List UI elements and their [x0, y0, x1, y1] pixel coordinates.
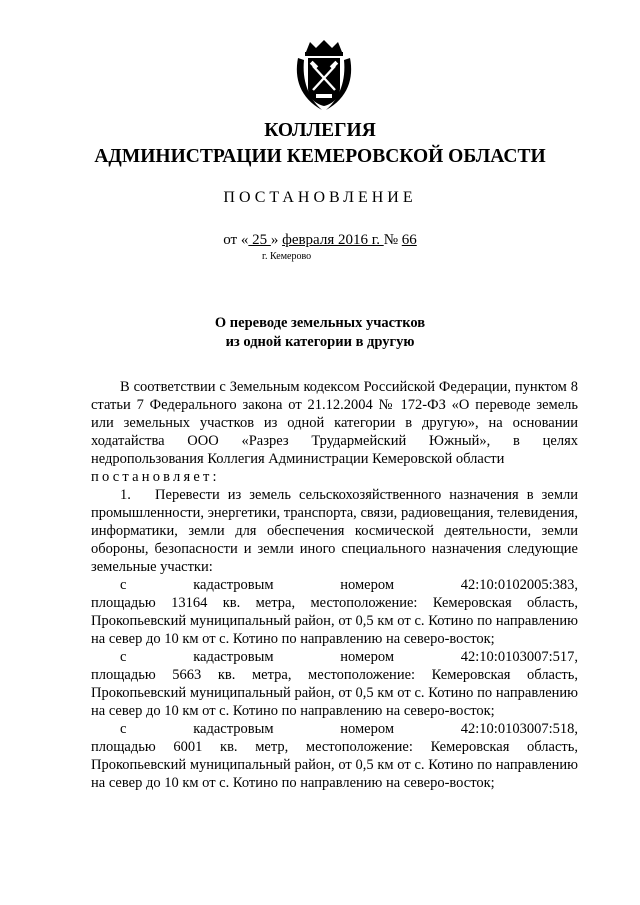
title-line2: из одной категории в другую: [225, 334, 415, 350]
title-line1: О переводе земельных участков: [214, 315, 426, 331]
resolves-word: постановляет:: [91, 469, 220, 485]
parcel-3-details: площадью 6001 кв. метр, местоположение: Кемеровская область, Прокопьевский муниципальный район, от 0,5 км от с. Котино по направлению на север до 10 км от с. Котино по направлению на северо-восток;: [91, 739, 578, 791]
coat-of-arms-emblem: [294, 38, 354, 112]
date-number-line: [0, 232, 640, 249]
date-month-year: февраля 2016 г.: [282, 232, 384, 248]
document-type: ПОСТАНОВЛЕНИЕ: [223, 189, 417, 206]
date-prefix: от «: [223, 232, 249, 248]
document-number: 66: [401, 232, 417, 248]
organization-name-line1: КОЛЛЕГИЯ: [264, 120, 376, 141]
parcel-1-cadastral-line: с кадастровым номером 42:10:0102005:383,: [120, 577, 578, 593]
intro-paragraph: В соответствии с Земельным кодексом Российской Федерации, пунктом 8 статьи 7 Федерального закона от 21.12.2004 № 172-ФЗ «О переводе земель или земельных участков из одной категории в другую», на основании ходатайства ООО «Разрез Трудармейский Южный», в целях недропользования Коллегия Администрации Кемеровской области: [91, 379, 578, 467]
parcel-2-details: площадью 5663 кв. метра, местоположение: Кемеровская область, Прокопьевский муниципальный район, от 0,5 км от с. Котино по направлению на север до 10 км от с. Котино по направлению на северо-восток;: [91, 667, 578, 719]
parcel-2-cadastral-line: с кадастровым номером 42:10:0103007:517,: [120, 649, 578, 665]
date-day: 25: [248, 232, 271, 248]
item-1-paragraph: 1. Перевести из земель сельскохозяйственного назначения в земли промышленности, энергетики, транспорта, связи, радиовещания, телевидения, информатики, земли для обеспечения космической деятельности, земли обороны, безопасности и земли иного специального назначения следующие земельные участки:: [91, 487, 578, 575]
date-separator: »: [270, 232, 283, 248]
organization-name-line2: АДМИНИСТРАЦИИ КЕМЕРОВСКОЙ ОБЛАСТИ: [94, 146, 546, 167]
document-body: [91, 378, 578, 792]
city: г. Кемерово: [262, 251, 312, 262]
number-prefix: №: [383, 232, 402, 248]
document-title: [0, 314, 640, 352]
parcel-1-details: площадью 13164 кв. метра, местоположение: Кемеровская область, Прокопьевский муниципальный район, от 0,5 км от с. Котино по направлению на север до 10 км от с. Котино по направлению на северо-восток;: [91, 595, 578, 647]
parcel-3-cadastral-line: с кадастровым номером 42:10:0103007:518,: [120, 721, 578, 737]
